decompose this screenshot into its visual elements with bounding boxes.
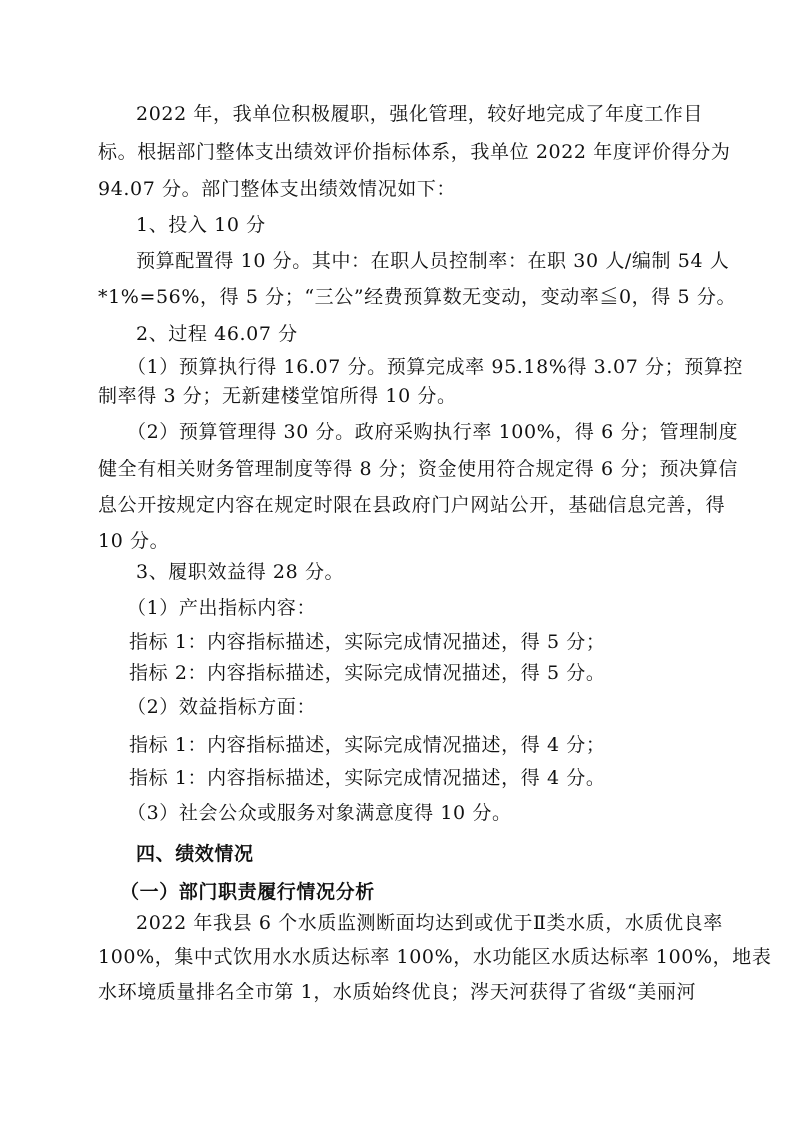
indicator-line: 指标 1：内容指标描述，实际完成情况描述，得 4 分。 (129, 767, 606, 789)
paragraph-line: 2022 年，我单位积极履职，强化管理，较好地完成了年度工作目 (136, 103, 703, 125)
paragraph-line: 100%，集中式饮用水水质达标率 100%，水功能区水质达标率 100%，地表 (98, 946, 772, 968)
paragraph-line: 2022 年我县 6 个水质监测断面均达到或优于Ⅱ类水质，水质优良率 (136, 912, 723, 934)
paragraph-line: 水环境质量排名全市第 1，水质始终优良；涔天河获得了省级“美丽河 (98, 981, 697, 1003)
section-heading: 3、履职效益得 28 分。 (136, 561, 345, 583)
subheading: （2）效益指标方面： (127, 696, 317, 718)
paragraph-line: 10 分。 (98, 530, 170, 552)
paragraph-line: 预算配置得 10 分。其中：在职人员控制率：在职 30 人/编制 54 人 (136, 250, 730, 272)
paragraph-line: 94.07 分。部门整体支出绩效情况如下： (98, 178, 457, 200)
indicator-line: 指标 1：内容指标描述，实际完成情况描述，得 5 分； (129, 631, 606, 653)
section-heading: 2、过程 46.07 分 (136, 323, 298, 345)
paragraph-line: 健全有相关财务管理制度等得 8 分；资金使用符合规定得 6 分；预决算信 (98, 458, 738, 480)
section-heading: 1、投入 10 分 (136, 214, 266, 236)
indicator-line: 指标 2：内容指标描述，实际完成情况描述，得 5 分。 (129, 662, 606, 684)
paragraph-line: （2）预算管理得 30 分。政府采购执行率 100%，得 6 分；管理制度 (127, 421, 739, 443)
paragraph-line: 制率得 3 分；无新建楼堂馆所得 10 分。 (98, 385, 457, 407)
paragraph-line: *1%=56%，得 5 分；“三公”经费预算数无变动，变动率≦0，得 5 分。 (98, 286, 737, 308)
section-title: 四、绩效情况 (136, 843, 254, 865)
subsection-title: （一）部门职责履行情况分析 (120, 881, 375, 903)
paragraph-line: 息公开按规定内容在规定时限在县政府门户网站公开，基础信息完善，得 (98, 494, 726, 516)
indicator-line: 指标 1：内容指标描述，实际完成情况描述，得 4 分； (129, 734, 606, 756)
paragraph-line: 标。根据部门整体支出绩效评价指标体系，我单位 2022 年度评价得分为 (98, 141, 731, 163)
paragraph-line: （1）预算执行得 16.07 分。预算完成率 95.18%得 3.07 分；预算控 (127, 356, 744, 378)
subheading: （1）产出指标内容： (127, 597, 317, 619)
paragraph-line: （3）社会公众或服务对象满意度得 10 分。 (127, 802, 512, 824)
